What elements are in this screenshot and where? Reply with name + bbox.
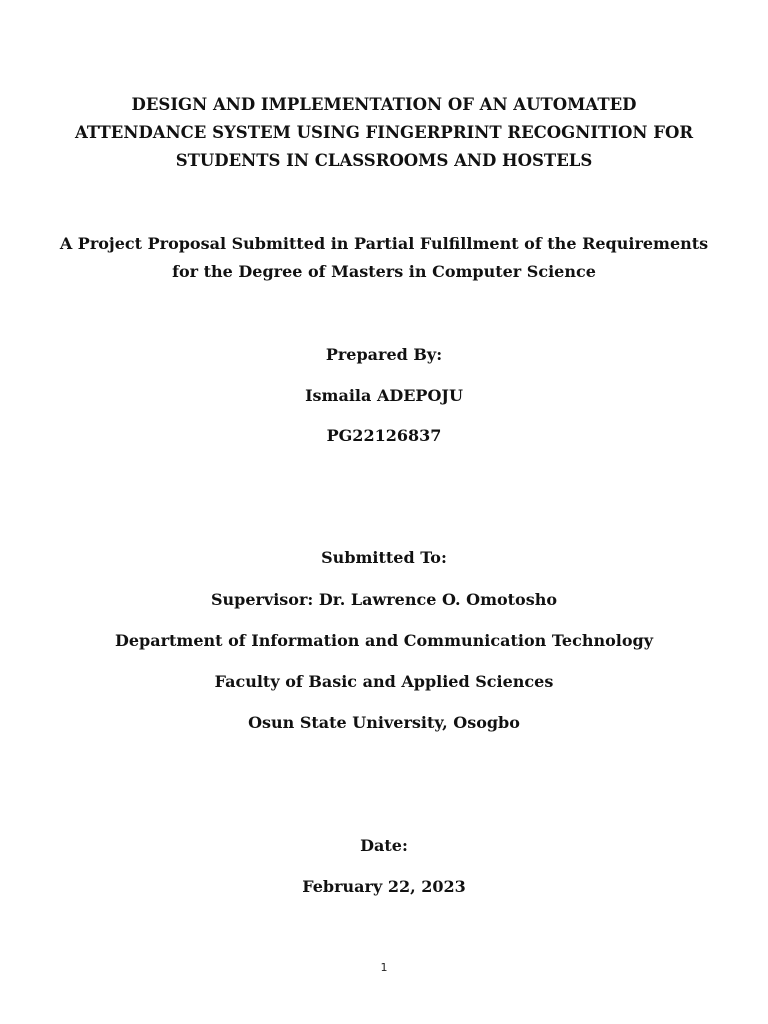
university-line: Osun State University, Osogbo: [248, 713, 520, 732]
date-value: February 22, 2023: [302, 877, 466, 896]
department-line: Department of Information and Communication Technology: [115, 631, 653, 650]
prepared-by-label: Prepared By:: [325, 345, 443, 364]
title-line-2: ATTENDANCE SYSTEM USING FINGERPRINT RECOGNITION FOR: [74, 123, 694, 142]
author-name: Ismaila ADEPOJU: [305, 386, 463, 405]
submitted-to-label: Submitted To:: [321, 548, 447, 567]
faculty-line: Faculty of Basic and Applied Sciences: [214, 672, 554, 691]
date-label: Date:: [360, 836, 408, 855]
supervisor-line: Supervisor: Dr. Lawrence O. Omotosho: [210, 590, 558, 609]
subtitle-line-2: for the Degree of Masters in Computer Science: [172, 262, 596, 281]
title-line-3: STUDENTS IN CLASSROOMS AND HOSTELS: [175, 151, 593, 170]
author-id: PG22126837: [326, 426, 442, 445]
subtitle-line-1: A Project Proposal Submitted in Partial Fulfillment of the Requirements: [59, 234, 709, 253]
title-line-1: DESIGN AND IMPLEMENTATION OF AN AUTOMATED: [131, 95, 637, 114]
page-number: 1: [380, 961, 388, 974]
